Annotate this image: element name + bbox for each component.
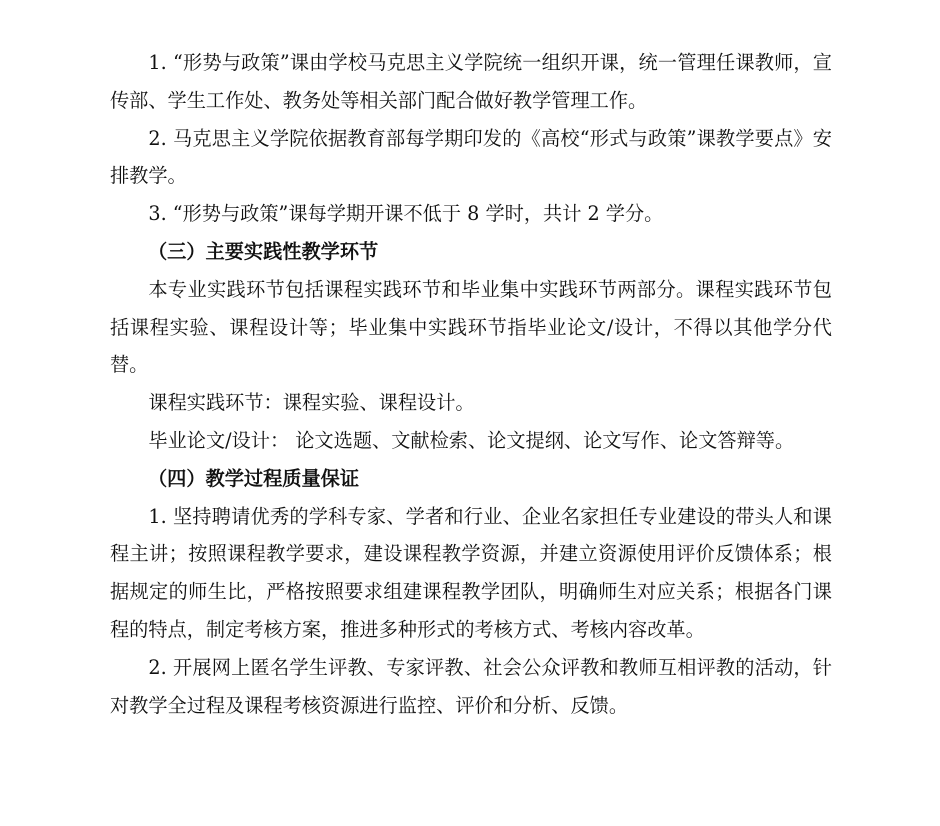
para-practice-overview: 本专业实践环节包括课程实践环节和毕业集中实践环节两部分。课程实践环节包括课程实验、课程设计等；毕业集中实践环节指毕业论文/设计，不得以其他学分代替。 (110, 277, 832, 377)
para-xingshi-teaching-points: 2. 马克思主义学院依据教育部每学期印发的《高校“形式与政策”课教学要点》安排教学。 (110, 126, 832, 188)
para-quality-evaluation: 2. 开展网上匿名学生评教、专家评教、社会公众评教和教师互相评教的活动，针对教学全过程及课程考核资源进行监控、评价和分析、反馈。 (110, 655, 832, 717)
para-xingshi-organization: 1. “形势与政策”课由学校马克思主义学院统一组织开课，统一管理任课教师，宣传部、学生工作处、教务处等相关部门配合做好教学管理工作。 (110, 51, 832, 112)
para-course-practice: 课程实践环节：课程实验、课程设计。 (148, 391, 475, 415)
para-xingshi-credits: 3. “形势与政策”课每学期开课不低于 8 学时，共计 2 学分。 (148, 202, 664, 226)
section-heading-quality: （四）教学过程质量保证 (148, 466, 360, 490)
section-heading-practice: （三）主要实践性教学环节 (148, 239, 379, 263)
para-quality-experts: 1. 坚持聘请优秀的学科专家、学者和行业、企业名家担任专业建设的带头人和课程主讲；按照课程教学要求，建设课程教学资源，并建立资源使用评价反馈体系；根据规定的师生比，严格按照要求组建课程教学团队，明确师生对应关系；根据各门课程的特点，制定考核方案，推进多种形式的考核方式、考核内容改革。 (110, 504, 832, 641)
para-thesis-design: 毕业论文/设计： 论文选题、文献检索、论文提纲、论文写作、论文答辩等。 (148, 428, 795, 452)
document-page (110, 44, 832, 724)
